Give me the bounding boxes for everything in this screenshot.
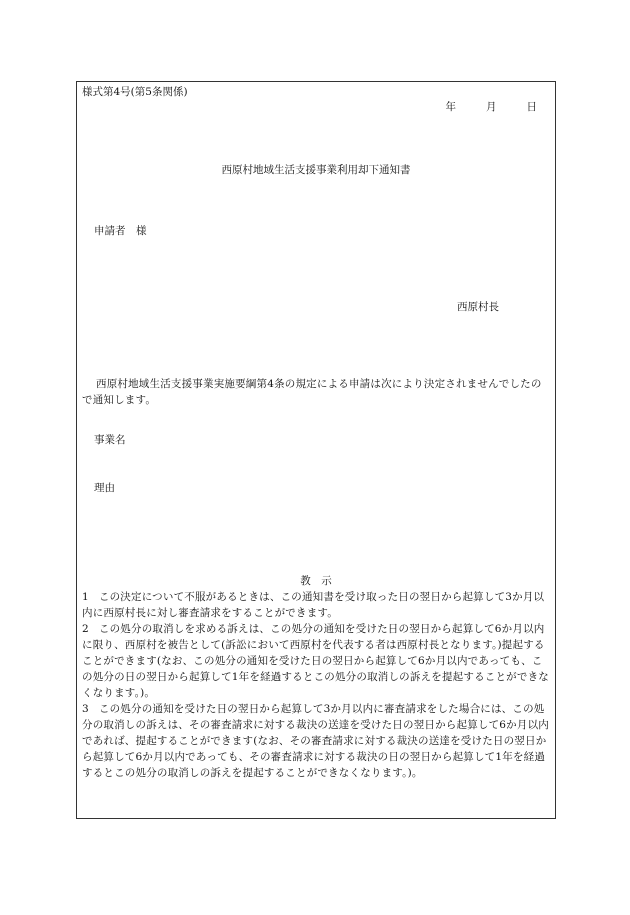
notice-list <box>82 589 552 781</box>
body-text: 西原村地域生活支援事業実施要綱第4条の規定による申請は次により決定されませんでしたので通知します。 <box>82 378 542 406</box>
notice-item <box>82 589 552 621</box>
notice-item <box>82 701 552 781</box>
issuer: 西原村長 <box>457 301 499 313</box>
document-frame <box>76 81 556 819</box>
notice-text: この決定について不服があるときは、この通知書を受け取った日の翌日から起算して3か月以内に西原村長に対し審査請求をすることができます。 <box>82 591 545 619</box>
notice-number: 2 <box>82 623 89 635</box>
addressee: 申請者 様 <box>94 225 147 237</box>
date-line <box>446 99 538 115</box>
notice-number: 1 <box>82 591 89 603</box>
notice-text: この処分の取消しを求める訴えは、この処分の通知を受けた日の翌日から起算して6か月以内に限り、西原村を被告として(訴訟において西原村を代表する者は西原村長となります。)提起することができます(なお、この処分の通知を受けた日の翌日から起算して6か月以内であっても、この処分の日の翌日から起算して1年を経過するとこの処分の取消しの訴えを提起することができなくなります。)。 <box>82 623 549 699</box>
notice-number: 3 <box>82 703 89 715</box>
document-title: 西原村地域生活支援事業利用却下通知書 <box>221 164 411 176</box>
notice-text: この処分の通知を受けた日の翌日から起算して3か月以内に審査請求をした場合には、この処分の取消しの訴えは、その審査請求に対する裁決の送達を受けた日の翌日から起算して6か月以内であれば、提起することができます(なお、その審査請求に対する裁決の送達を受けた日の翌日から起算して6か月以内であっても、その審査請求に対する裁決の日の翌日から起算して1年を経過するとこの処分の取消しの訴えを提起することができなくなります。)。 <box>82 703 549 779</box>
form-number: 様式第4号(第5条関係) <box>82 86 188 98</box>
month-label: 月 <box>486 101 497 113</box>
year-label: 年 <box>445 101 456 113</box>
reason-label: 理由 <box>94 482 115 494</box>
notice-heading: 教 示 <box>300 575 332 587</box>
day-label: 日 <box>526 101 537 113</box>
project-name-label: 事業名 <box>94 434 126 446</box>
notice-item <box>82 621 552 701</box>
